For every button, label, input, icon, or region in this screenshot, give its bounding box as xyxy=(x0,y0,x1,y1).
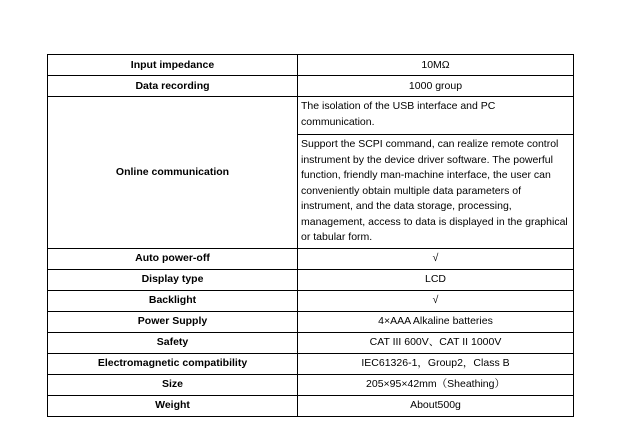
spec-value: About500g xyxy=(298,395,574,416)
spec-value: 1000 group xyxy=(298,76,574,97)
table-row xyxy=(48,55,574,76)
spec-label: Electromagnetic compatibility xyxy=(48,353,298,374)
spec-value: LCD xyxy=(298,269,574,290)
specification-table xyxy=(47,54,574,417)
spec-value-paragraph: The isolation of the USB interface and PC communication. xyxy=(298,97,574,135)
spec-value: IEC61326-1，Group2，Class B xyxy=(298,353,574,374)
table-row xyxy=(48,269,574,290)
spec-label: Power Supply xyxy=(48,311,298,332)
table-row xyxy=(48,353,574,374)
spec-value: 205×95×42mm（Sheathing） xyxy=(298,374,574,395)
spec-label: Size xyxy=(48,374,298,395)
table-row xyxy=(48,374,574,395)
spec-label: Display type xyxy=(48,269,298,290)
spec-value: 10MΩ xyxy=(298,55,574,76)
table-row xyxy=(48,332,574,353)
spec-label: Weight xyxy=(48,395,298,416)
table-row xyxy=(48,76,574,97)
spec-value-paragraph: Support the SCPI command, can realize remote control instrument by the device driver software. The powerful function, friendly man-machine interface, the user can conveniently obtain multiple data parameters of instrument, and the data storage, processing, management, access to data is displayed in the graphical or tabular form. xyxy=(298,135,574,249)
spec-label: Auto power-off xyxy=(48,248,298,269)
table-row xyxy=(48,248,574,269)
spec-label: Backlight xyxy=(48,290,298,311)
spec-value: CAT III 600V、CAT II 1000V xyxy=(298,332,574,353)
table-row xyxy=(48,290,574,311)
spec-label: Safety xyxy=(48,332,298,353)
check-mark-icon: √ xyxy=(298,248,574,269)
spec-label: Input impedance xyxy=(48,55,298,76)
table-row xyxy=(48,311,574,332)
spec-label: Data recording xyxy=(48,76,298,97)
table-row xyxy=(48,395,574,416)
check-mark-icon: √ xyxy=(298,290,574,311)
spec-value: 4×AAA Alkaline batteries xyxy=(298,311,574,332)
table-row xyxy=(48,97,574,135)
spec-label: Online communication xyxy=(48,97,298,249)
